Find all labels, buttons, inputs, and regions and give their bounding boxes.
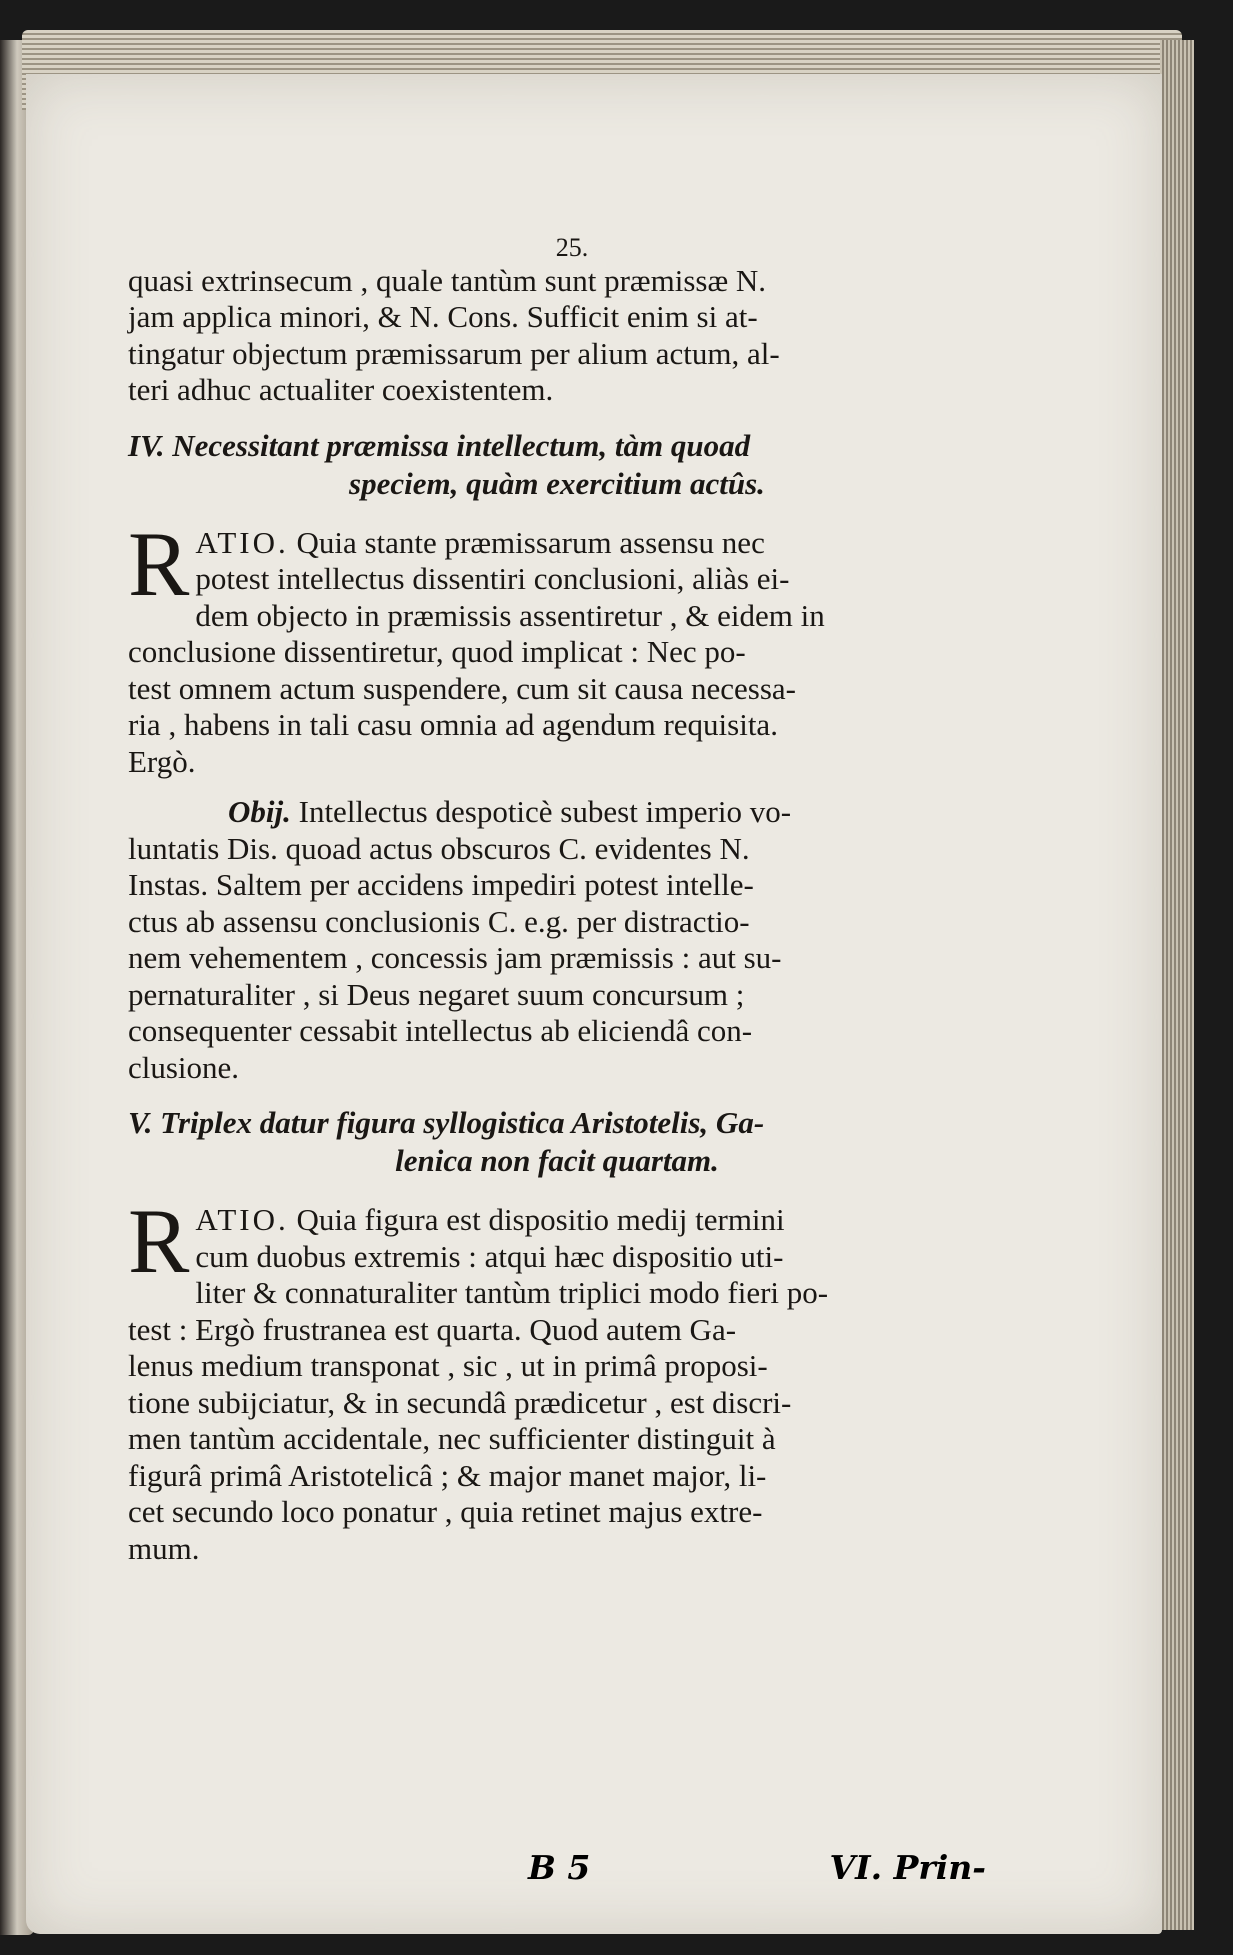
- text-line: potest intellectus dissentiri conclusioni, aliàs ei-: [195, 561, 790, 596]
- text-line: cum duobus extremis : atqui hæc dispositio uti-: [195, 1238, 784, 1274]
- text-line: Ergò.: [128, 743, 196, 779]
- text-line: tione subijciatur, & in secundâ prædicetur , est discri-: [128, 1384, 792, 1420]
- text-line: dem objecto in præmissis assentiretur , & eidem in: [195, 597, 825, 633]
- text-line: men tantùm accidentale, nec sufficienter distinguit à: [128, 1421, 776, 1456]
- text-line: liter & connaturaliter tantùm triplici modo fieri po-: [195, 1275, 829, 1310]
- text-line: mum.: [128, 1530, 200, 1566]
- text-line: ria , habens in tali casu omnia ad agendum requisita.: [128, 707, 778, 742]
- heading-line: V. Triplex datur figura syllogistica Aristotelis, Ga-: [128, 1105, 765, 1140]
- page-text: [128, 230, 986, 1585]
- text-line: clusione.: [128, 1049, 240, 1085]
- text-line: tingatur objectum præmissarum per alium actum, al-: [128, 335, 780, 371]
- ratio-word: ATIO.: [195, 1202, 289, 1237]
- text-line: Instas. Saltem per accidens impediri potest intelle-: [128, 867, 754, 902]
- ratio-word: ATIO.: [195, 524, 289, 560]
- page-number: 25.: [555, 233, 589, 262]
- intro-paragraph: [128, 263, 986, 409]
- heading-line: speciem, quàm exercitium actûs.: [349, 465, 765, 501]
- text-line: pernaturaliter , si Deus negaret suum concursum ;: [128, 976, 745, 1012]
- text-line: Intellectus despoticè subest imperio vo-: [298, 794, 792, 829]
- text-line: conclusione dissentiretur, quod implicat : Nec po-: [128, 634, 746, 669]
- objection: [128, 794, 986, 1086]
- thesis-v-heading: [128, 1104, 986, 1180]
- text-line: jam applica minori, & N. Cons. Sufficit enim si at-: [128, 299, 758, 334]
- page-footer: [128, 1848, 986, 1888]
- signature-mark: B 5: [528, 1848, 591, 1887]
- text-line: Quia stante præmissarum assensu nec: [296, 524, 765, 560]
- text-line: consequenter cessabit intellectus ab eliciendâ con-: [128, 1013, 753, 1048]
- catchword: VI. Prin-: [829, 1848, 986, 1887]
- text-line: test omnem actum suspendere, cum sit causa necessa-: [128, 670, 796, 706]
- text-line: Quia figura est dispositio medij termini: [296, 1202, 785, 1237]
- text-line: test : Ergò frustranea est quarta. Quod autem Ga-: [128, 1311, 737, 1347]
- text-line: nem vehementem , concessis jam præmissis : aut su-: [128, 940, 782, 975]
- drop-capital: R: [128, 512, 190, 615]
- page-stack-right: [1160, 40, 1194, 1930]
- text-line: ctus ab assensu conclusionis C. e.g. per distractio-: [128, 903, 750, 939]
- text-line: quasi extrinsecum , quale tantùm sunt præmissæ N.: [128, 262, 767, 298]
- text-line: figurâ primâ Aristotelicâ ; & major manet major, li-: [128, 1457, 767, 1493]
- heading-line: lenica non facit quartam.: [395, 1143, 719, 1178]
- text-line: cet secundo loco ponatur , quia retinet majus extre-: [128, 1494, 763, 1529]
- objection-label: Obij.: [228, 794, 291, 829]
- heading-line: IV. Necessitant præmissa intellectum, tàm quoad: [128, 427, 751, 463]
- text-line: teri adhuc actualiter coexistentem.: [128, 372, 554, 407]
- thesis-v-ratio: [128, 1190, 986, 1567]
- text-line: luntatis Dis. quoad actus obscuros C. evidentes N.: [128, 830, 750, 866]
- thesis-iv-heading: [128, 427, 986, 503]
- text-line: lenus medium transponat , sic , ut in primâ proposi-: [128, 1348, 768, 1383]
- thesis-iv-ratio: [128, 512, 986, 1087]
- drop-capital: R: [128, 1190, 190, 1292]
